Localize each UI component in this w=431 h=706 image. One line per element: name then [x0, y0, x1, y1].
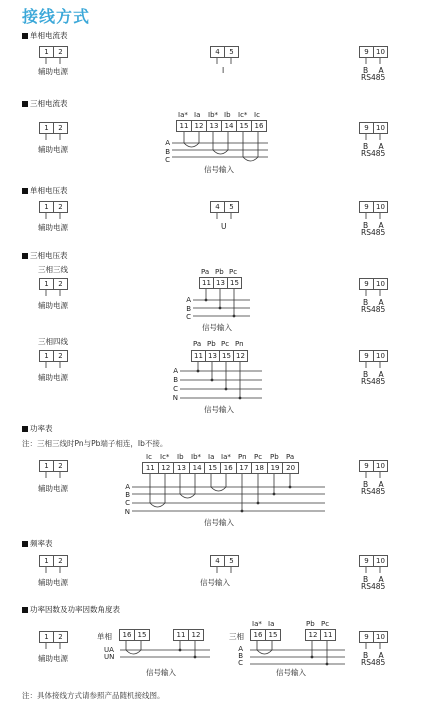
aux-power-terminal: 1 2	[39, 631, 68, 643]
phase-labels: A B C	[186, 296, 191, 321]
single-phase-label: 单相	[97, 632, 112, 641]
aux-power-terminal: 1 2	[39, 555, 68, 567]
terminal-tag: Pb	[306, 620, 315, 628]
aux-power-terminal: 1 2	[39, 122, 68, 134]
signal-input-label: 信号输入	[276, 668, 306, 677]
terminal-9: 9	[360, 47, 374, 57]
terminal-1: 1	[40, 47, 54, 57]
rs485-ba-labels: B A	[363, 370, 388, 379]
aux-power-terminal: 1 2	[39, 201, 68, 213]
four-wire-label: 三相四线	[38, 337, 68, 346]
rs485-ba-labels: B A	[363, 651, 388, 660]
terminal-tag: Ia	[208, 453, 215, 461]
aux-power-terminal	[39, 46, 68, 58]
rs485-label: RS485	[361, 582, 386, 591]
rs485-terminal: 9 10	[359, 460, 388, 472]
section-single-phase-voltage: 单相电压表	[22, 185, 68, 196]
rs485-label: RS485	[361, 228, 386, 237]
signal-terminal: 4 5	[210, 201, 239, 213]
aux-power-label: 辅助电源	[38, 578, 68, 587]
aux-power-terminal: 1 2	[39, 350, 68, 362]
aux-power-label: 辅助电源	[38, 654, 68, 663]
terminal-tag: Ia*	[252, 620, 262, 628]
aux-power-label: 辅助电源	[38, 223, 68, 232]
terminal-tag: Ic*	[160, 453, 170, 461]
rs485-terminal: 9 10	[359, 350, 388, 362]
three-wire-voltage-terminal: 11 13 15	[199, 277, 242, 289]
terminal-4: 4	[211, 47, 225, 57]
terminal-tag: Pa	[286, 453, 295, 461]
terminal-tag: Pn	[238, 453, 247, 461]
terminal-tag: Ic	[146, 453, 152, 461]
rs485-terminal: 9 10	[359, 201, 388, 213]
rs485-label: RS485	[361, 305, 386, 314]
phase-labels: A B C	[238, 645, 243, 667]
rs485-ba-labels: B A	[363, 142, 388, 151]
three-phase-current-terminal: 11 12 13 14 15 16	[176, 120, 267, 132]
phase-labels: A B C N	[172, 367, 178, 402]
terminal-tag: Pa	[193, 340, 202, 348]
terminal-tag: Ic	[254, 111, 260, 119]
section-power: 功率表	[22, 423, 53, 434]
terminal-tag: Pb	[207, 340, 216, 348]
rs485-label: RS485	[361, 377, 386, 386]
aux-power-terminal: 1 2	[39, 278, 68, 290]
terminal-5: 5	[229, 48, 234, 56]
terminal-tag: Ib*	[208, 111, 219, 119]
signal-input-label: 信号输入	[204, 518, 234, 527]
terminal-2: 2	[58, 48, 63, 56]
footer-note: 注：具体接线方式请参照产品随机接线图。	[22, 691, 165, 700]
terminal-tag: Pa	[201, 268, 210, 276]
rs485-ba-labels: B A	[363, 298, 388, 307]
power-note: 注：三相三线时Pn与Pb端子相连，Ib不接。	[22, 439, 168, 448]
rs485-ba-labels: B A	[363, 66, 388, 75]
rs485-ba-labels: B A	[363, 480, 388, 489]
signal-input-label: 信号输入	[202, 323, 232, 332]
rs485-label: RS485	[361, 73, 386, 82]
signal-input-label: 信号输入	[204, 165, 234, 174]
rs485-label: RS485	[361, 149, 386, 158]
terminal-tag: Ia	[194, 111, 201, 119]
aux-power-terminal: 1 2	[39, 460, 68, 472]
pf-single-current-terminal: 16 15	[119, 629, 150, 641]
current-i-label: I	[222, 66, 225, 75]
three-wire-label: 三相三线	[38, 265, 68, 274]
terminal-tag: Ib	[177, 453, 184, 461]
terminal-tag: Ib*	[191, 453, 202, 461]
signal-input-label: 信号输入	[146, 668, 176, 677]
aux-power-label: 辅助电源	[38, 301, 68, 310]
terminal-10: 10	[376, 48, 385, 56]
terminal-tag: Ia*	[221, 453, 231, 461]
aux-power-label: 辅助电源	[38, 145, 68, 154]
terminal-tag: Pc	[229, 268, 238, 276]
rs485-terminal: 9 10	[359, 278, 388, 290]
signal-terminal	[210, 46, 239, 58]
rs485-terminal: 9 10	[359, 555, 388, 567]
ua-label: UA	[104, 646, 114, 654]
four-wire-voltage-terminal: 11 13 15 12	[191, 350, 248, 362]
section-frequency: 频率表	[22, 538, 53, 549]
terminal-tag: Ic*	[238, 111, 248, 119]
phase-labels: A B C N	[124, 483, 130, 516]
un-label: UN	[104, 653, 115, 661]
terminal-tag: Ib	[224, 111, 231, 119]
aux-power-label: 辅助电源	[38, 484, 68, 493]
page-title: 接线方式	[22, 7, 91, 26]
phase-labels: A B C	[165, 139, 170, 164]
rs485-terminal	[359, 46, 388, 58]
aux-power-label: 辅助电源	[38, 67, 68, 76]
section-three-phase-current: 三相电流表	[22, 98, 68, 109]
voltage-u-label: U	[221, 222, 227, 231]
rs485-terminal: 9 10	[359, 631, 388, 643]
signal-terminal: 4 5	[210, 555, 239, 567]
terminal-tag: Pb	[215, 268, 224, 276]
rs485-ba-labels: B A	[363, 575, 388, 584]
pf-single-voltage-terminal: 11 12	[173, 629, 204, 641]
terminal-tag: Pn	[235, 340, 244, 348]
signal-input-label: 信号输入	[204, 405, 234, 414]
power-terminal: 11 12 13 14 15 16 17 18 19 20	[142, 462, 299, 474]
terminal-tag: Ia*	[178, 111, 188, 119]
signal-input-label: 信号输入	[200, 578, 230, 587]
terminal-tag: Pc	[254, 453, 263, 461]
aux-power-label: 辅助电源	[38, 373, 68, 382]
rs485-terminal: 9 10	[359, 122, 388, 134]
rs485-label: RS485	[361, 658, 386, 667]
terminal-tag: Pb	[270, 453, 279, 461]
rs485-ba-labels: B A	[363, 221, 388, 230]
pf-three-current-terminal: 16 15	[250, 629, 281, 641]
pf-three-voltage-terminal: 12 11	[305, 629, 336, 641]
terminal-tag: Ia	[268, 620, 275, 628]
section-single-phase-current: 单相电流表	[22, 30, 68, 41]
three-phase-label: 三相	[229, 632, 244, 641]
section-three-phase-voltage: 三相电压表	[22, 250, 68, 261]
rs485-label: RS485	[361, 487, 386, 496]
terminal-tag: Pc	[321, 620, 330, 628]
terminal-tag: Pc	[221, 340, 230, 348]
section-power-factor: 功率因数及功率因数角度表	[22, 604, 120, 615]
